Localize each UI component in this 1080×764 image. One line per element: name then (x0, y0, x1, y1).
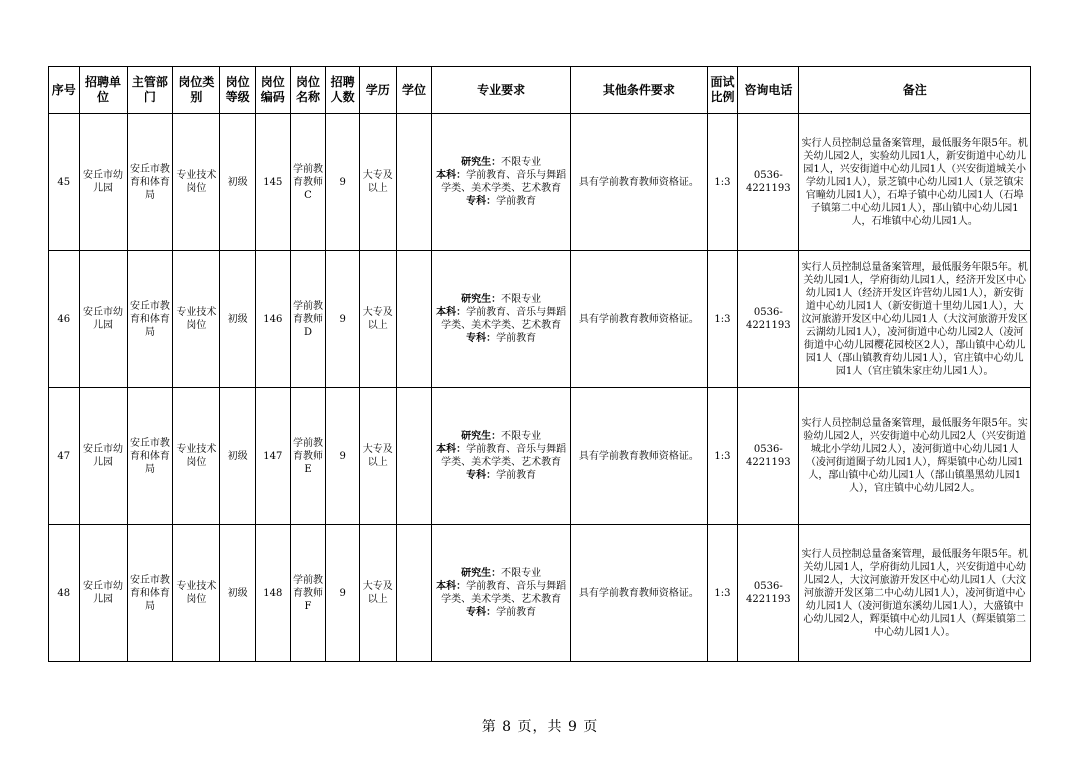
cell-post-name: 学前教育教师C (290, 114, 326, 251)
header-other: 其他条件要求 (571, 67, 708, 114)
major-grad (434, 567, 568, 580)
header-dept: 主管部门 (127, 67, 173, 114)
cell-edu: 大专及以上 (359, 388, 396, 525)
cell-other: 具有学前教育教师资格证。 (571, 388, 708, 525)
cell-seq: 46 (49, 251, 80, 388)
major-jc-text: 学前教育 (496, 196, 537, 207)
cell-ratio: 1:3 (707, 388, 738, 525)
cell-major (432, 114, 571, 251)
cell-post-code: 148 (255, 525, 290, 662)
cell-count: 9 (326, 114, 360, 251)
cell-count: 9 (326, 388, 360, 525)
major-grad-text: 不限专业 (501, 431, 542, 442)
cell-edu: 大专及以上 (359, 525, 396, 662)
header-count: 招聘人数 (326, 67, 360, 114)
cell-seq: 48 (49, 525, 80, 662)
cell-ratio: 1:3 (707, 114, 738, 251)
header-post-code: 岗位编码 (255, 67, 290, 114)
cell-post-type: 专业技术岗位 (173, 114, 220, 251)
header-phone: 咨询电话 (738, 67, 799, 114)
cell-phone: 0536-4221193 (738, 114, 799, 251)
major-grad-label: 研究生： (461, 431, 502, 442)
major-ug-text: 学前教育、音乐与舞蹈学类、美术学类、艺术教育 (441, 444, 567, 468)
major-ug-label: 本科： (436, 444, 467, 455)
major-ug (434, 169, 568, 195)
cell-remark: 实行人员控制总量备案管理，最低服务年限5年。机关幼儿园1人，学府街幼儿园1人，兴安街道中心幼儿园2人，大汶河旅游开发区中心幼儿园1人（大汶河旅游开发区第二中心幼儿园1人），凌河街道中心幼儿园1人（凌河街道东溪幼儿园1人），大盛镇中心幼儿园2人，辉渠镇中心幼儿园1人（辉渠镇第二中心幼儿园1人）。 (799, 525, 1031, 662)
cell-other: 具有学前教育教师资格证。 (571, 114, 708, 251)
major-grad-label: 研究生： (461, 568, 502, 579)
major-jc-label: 专科： (466, 333, 497, 344)
cell-post-code: 145 (255, 114, 290, 251)
major-jc-text: 学前教育 (496, 607, 537, 618)
recruitment-table (48, 66, 1031, 662)
cell-degree (396, 388, 432, 525)
header-post-type: 岗位类别 (173, 67, 220, 114)
major-ug (434, 443, 568, 469)
major-ug-text: 学前教育、音乐与舞蹈学类、美术学类、艺术教育 (441, 170, 567, 194)
major-jc (434, 195, 568, 208)
table-row (49, 388, 1031, 525)
major-ug-text: 学前教育、音乐与舞蹈学类、美术学类、艺术教育 (441, 307, 567, 331)
major-jc-label: 专科： (466, 196, 497, 207)
cell-phone: 0536-4221193 (738, 525, 799, 662)
major-jc-text: 学前教育 (496, 333, 537, 344)
major-jc (434, 606, 568, 619)
cell-unit: 安丘市幼儿园 (79, 114, 127, 251)
cell-dept: 安丘市教育和体育局 (127, 114, 173, 251)
cell-post-level: 初级 (220, 114, 256, 251)
cell-other: 具有学前教育教师资格证。 (571, 525, 708, 662)
cell-phone: 0536-4221193 (738, 388, 799, 525)
cell-post-name: 学前教育教师E (290, 388, 326, 525)
major-grad-text: 不限专业 (501, 157, 542, 168)
major-grad-text: 不限专业 (501, 568, 542, 579)
cell-remark: 实行人员控制总量备案管理，最低服务年限5年。机关幼儿园1人，学府街幼儿园1人，经济开发区中心幼儿园1人（经济开发区许营幼儿园1人），新安街道中心幼儿园1人（新安街道十里幼儿园1人），大汶河旅游开发区中心幼儿园1人（大汶河旅游开发区云湖幼儿园1人），凌河街道中心幼儿园2人（凌河街道中心幼儿园樱花园校区2人），郚山镇中心幼儿园1人（郚山镇教育幼儿园1人），官庄镇中心幼儿园1人（官庄镇朱家庄幼儿园1人）。 (799, 251, 1031, 388)
cell-unit: 安丘市幼儿园 (79, 388, 127, 525)
cell-edu: 大专及以上 (359, 251, 396, 388)
cell-major (432, 251, 571, 388)
cell-major (432, 388, 571, 525)
major-ug-text: 学前教育、音乐与舞蹈学类、美术学类、艺术教育 (441, 581, 567, 605)
major-grad (434, 156, 568, 169)
cell-post-code: 147 (255, 388, 290, 525)
table-row (49, 114, 1031, 251)
cell-post-name: 学前教育教师F (290, 525, 326, 662)
cell-ratio: 1:3 (707, 525, 738, 662)
header-unit: 招聘单位 (79, 67, 127, 114)
cell-remark: 实行人员控制总量备案管理，最低服务年限5年。实验幼儿园2人，兴安街道中心幼儿园2人（兴安街道城北小学幼儿园2人），凌河街道中心幼儿园1人（凌河街道圈子幼儿园1人），辉渠镇中心幼儿园1人，郚山镇中心幼儿园1人（郚山镇墨黑幼儿园1人），官庄镇中心幼儿园2人。 (799, 388, 1031, 525)
cell-post-name: 学前教育教师D (290, 251, 326, 388)
major-jc-text: 学前教育 (496, 470, 537, 481)
major-jc (434, 332, 568, 345)
cell-post-type: 专业技术岗位 (173, 525, 220, 662)
header-major: 专业要求 (432, 67, 571, 114)
cell-remark: 实行人员控制总量备案管理，最低服务年限5年。机关幼儿园2人，实验幼儿园1人，新安街道中心幼儿园1人，兴安街道中心幼儿园1人（兴安街道城关小学幼儿园1人），景芝镇中心幼儿园1人（景芝镇宋官疃幼儿园1人），石埠子镇中心幼儿园1人（石埠子镇第二中心幼儿园1人），郚山镇中心幼儿园1人，石堆镇中心幼儿园1人。 (799, 114, 1031, 251)
cell-post-level: 初级 (220, 251, 256, 388)
header-post-level: 岗位等级 (220, 67, 256, 114)
header-remark: 备注 (799, 67, 1031, 114)
cell-count: 9 (326, 251, 360, 388)
major-jc (434, 469, 568, 482)
cell-phone: 0536-4221193 (738, 251, 799, 388)
table-row (49, 525, 1031, 662)
major-grad (434, 293, 568, 306)
cell-other: 具有学前教育教师资格证。 (571, 251, 708, 388)
cell-major (432, 525, 571, 662)
major-grad-text: 不限专业 (501, 294, 542, 305)
cell-degree (396, 251, 432, 388)
cell-degree (396, 525, 432, 662)
cell-unit: 安丘市幼儿园 (79, 251, 127, 388)
cell-unit: 安丘市幼儿园 (79, 525, 127, 662)
cell-edu: 大专及以上 (359, 114, 396, 251)
major-ug-label: 本科： (436, 307, 467, 318)
cell-seq: 45 (49, 114, 80, 251)
major-ug-label: 本科： (436, 170, 467, 181)
cell-count: 9 (326, 525, 360, 662)
header-post-name: 岗位名称 (290, 67, 326, 114)
cell-dept: 安丘市教育和体育局 (127, 525, 173, 662)
header-ratio: 面试比例 (707, 67, 738, 114)
cell-seq: 47 (49, 388, 80, 525)
cell-ratio: 1:3 (707, 251, 738, 388)
header-row (49, 67, 1031, 114)
header-edu: 学历 (359, 67, 396, 114)
major-jc-label: 专科： (466, 607, 497, 618)
cell-post-type: 专业技术岗位 (173, 388, 220, 525)
table-row (49, 251, 1031, 388)
cell-dept: 安丘市教育和体育局 (127, 388, 173, 525)
major-ug (434, 580, 568, 606)
cell-degree (396, 114, 432, 251)
major-ug (434, 306, 568, 332)
header-seq: 序号 (49, 67, 80, 114)
major-jc-label: 专科： (466, 470, 497, 481)
major-ug-label: 本科： (436, 581, 467, 592)
cell-post-type: 专业技术岗位 (173, 251, 220, 388)
cell-dept: 安丘市教育和体育局 (127, 251, 173, 388)
cell-post-level: 初级 (220, 388, 256, 525)
major-grad-label: 研究生： (461, 294, 502, 305)
major-grad (434, 430, 568, 443)
header-degree: 学位 (396, 67, 432, 114)
page-footer: 第 8 页，共 9 页 (481, 719, 599, 735)
cell-post-level: 初级 (220, 525, 256, 662)
cell-post-code: 146 (255, 251, 290, 388)
major-grad-label: 研究生： (461, 157, 502, 168)
